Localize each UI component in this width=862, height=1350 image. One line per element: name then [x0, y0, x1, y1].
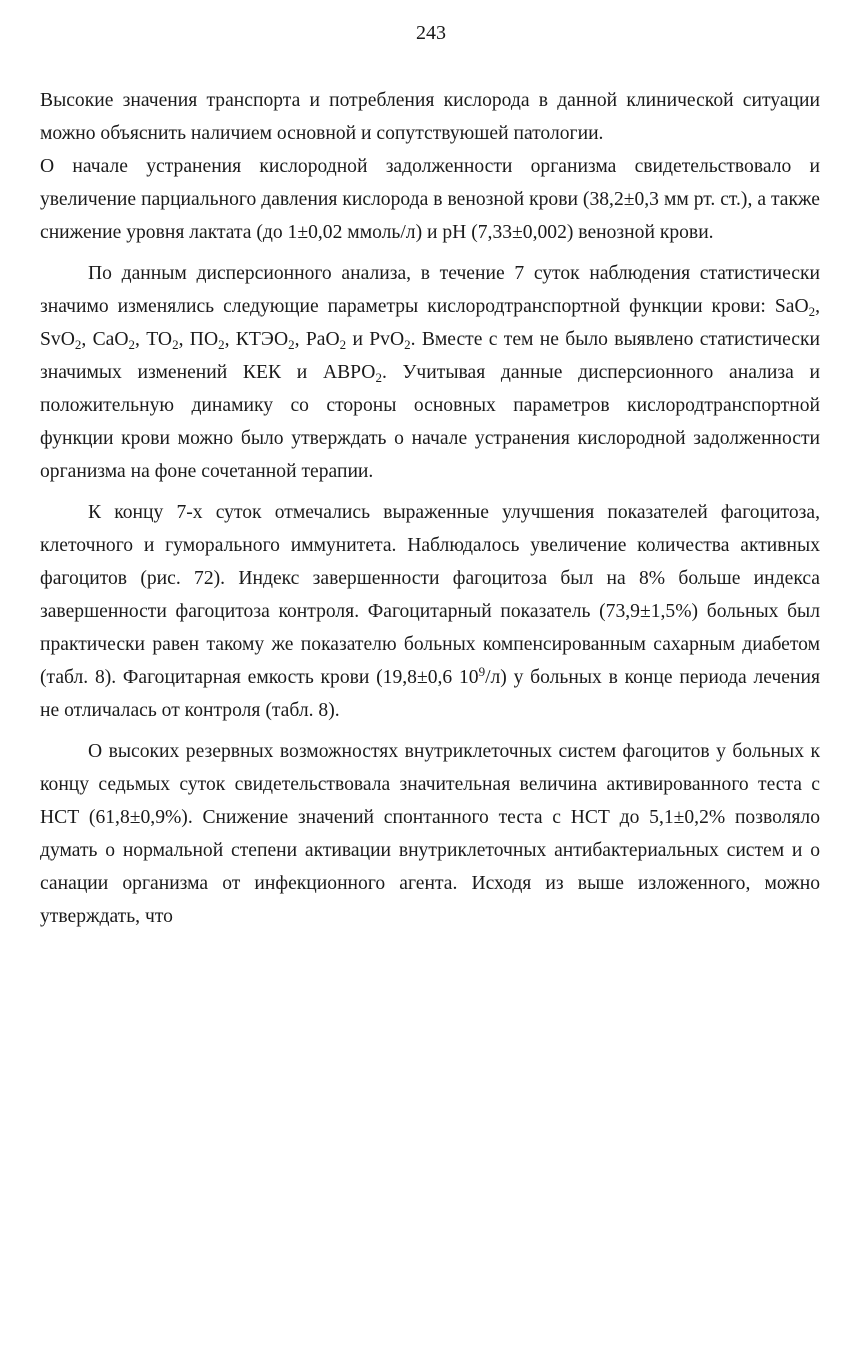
paragraph-3	[40, 257, 820, 488]
subscript-2: 2	[808, 304, 816, 319]
subscript-2: 2	[74, 337, 82, 352]
subscript-2: 2	[218, 337, 225, 352]
p3-text-i: . Вместе с тем не было выявлено статистически значимых изменений КЕК и АВРО	[40, 329, 820, 383]
subscript-2: 2	[375, 370, 382, 385]
p3-text-c: , CaO	[81, 329, 129, 350]
p4-text-a: К концу 7-х суток отмечались выраженные улучшения показателей фагоцитоза, клеточного и гуморального иммунитета. Наблюдалось увеличение количества активных фагоцитов (рис. 72). Индекс завершенности фагоцитоза был на 8% больше индекса завершенности фагоцитоза контроля. Фагоцитарный показатель (73,9±1,5%) больных был практически равен такому же показателю больных компенсированным сахарным диабетом (табл. 8). Фагоцитарная емкость крови (19,8±0,6 10	[40, 502, 820, 688]
page-number: 243	[416, 22, 446, 44]
subscript-2: 2	[128, 337, 135, 352]
p3-text-j: . Учитывая данные дисперсионного анализа и положительную динамику со стороны основных параметров кислородтранспортной функции крови можно было утверждать о начале устранения кислородной задолженности организма на фоне сочетанной терапии.	[40, 362, 820, 482]
subscript-2: 2	[288, 337, 295, 352]
paragraph-4	[40, 496, 820, 727]
p3-text-h: и PvO	[346, 329, 405, 350]
p3-text-b: , SvO	[40, 296, 820, 350]
paragraph-5: О высоких резервных возможностях внутриклеточных систем фагоцитов у больных к концу седьмых суток свидетельствовала значительная величина активированного теста с НСТ (61,8±0,9%). Снижение значений спонтанного теста с НСТ до 5,1±0,2% позволяло думать о нормальной степени активации внутриклеточных антибактериальных систем и о санации организма от инфекционного агента. Исходя из выше изложенного, можно утверждать, что	[40, 741, 820, 927]
body-text	[40, 84, 820, 941]
p3-text-e: , ПО	[178, 329, 219, 350]
subscript-2: 2	[404, 337, 411, 352]
p3-text-d: , ТО	[135, 329, 173, 350]
paragraph-1: Высокие значения транспорта и потребления кислорода в данной клинической ситуации можно объяснить наличием основной и сопутствуюшей патологии.	[40, 90, 820, 144]
subscript-2: 2	[339, 337, 347, 352]
p3-text-a: По данным дисперсионного анализа, в течение 7 суток наблюдения статистически значимо изменялись следующие параметры кислородтранспортной функции крови: SaO	[40, 263, 820, 317]
p3-text-f: , КТЭО	[224, 329, 289, 350]
p4-text-b: /л) у больных в конце периода лечения не отличалась от контроля (табл. 8).	[40, 667, 820, 721]
subscript-2: 2	[172, 337, 179, 352]
superscript-9: 9	[478, 664, 486, 679]
paragraph-2: О начале устранения кислородной задолженности организма свидетельствовало и увеличение парциального давления кислорода в венозной крови (38,2±0,3 мм рт. ст.), а также снижение уровня лактата (до 1±0,02 ммоль/л) и рН (7,33±0,002) венозной крови.	[40, 156, 820, 243]
p3-text-g: , PaO	[294, 329, 340, 350]
